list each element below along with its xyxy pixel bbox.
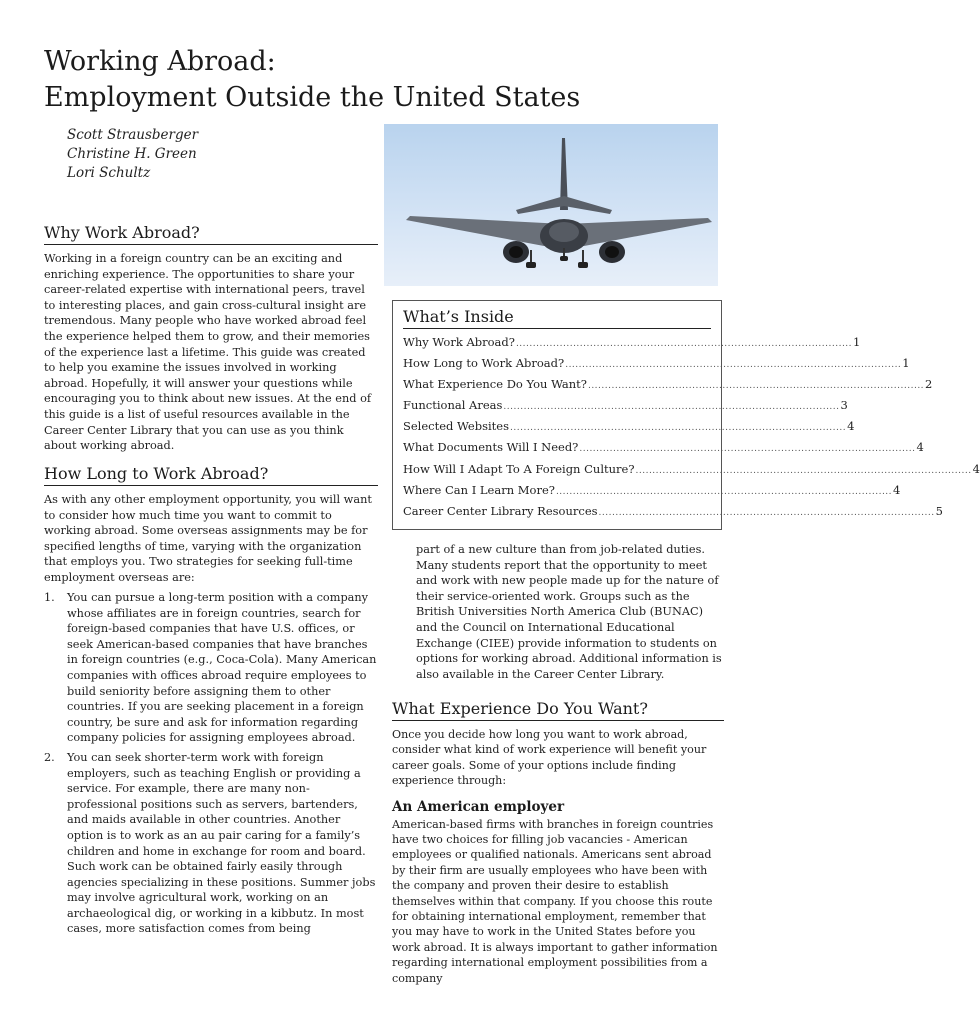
toc-entry[interactable] <box>403 503 943 525</box>
toc-label: How Long to Work Abroad? <box>403 356 565 371</box>
toc-label: Functional Areas <box>403 398 503 413</box>
toc-entry[interactable] <box>403 356 910 377</box>
toc-entry[interactable] <box>403 419 855 440</box>
list-text: You can pursue a long-term position with a company whose affiliates are in foreign countries, search for foreign-based companies that have U.S. offices, or seek American-based companies that have branches in foreign countries (e.g., Coca-Cola). Many American companies with offices abroad require employees to build seniority before assigning them to other countries. If you are seeking placement in a foreign country, be sure and ask for information regarding company policies for assigning employees abroad. <box>67 591 377 745</box>
list-number: 2. <box>44 750 55 764</box>
toc-label: How Will I Adapt To A Foreign Culture? <box>403 461 635 476</box>
page-title <box>44 44 580 116</box>
section-body: Working in a foreign country can be an exciting and enriching experience. The opportunities to share your career-related expertise with international peers, travel to interesting places, and gain cross-cultural insight are tremendous. Many people who have worked abroad feel the experience helped them to grow, and their memories of the experience last a lifetime. This guide was created to help you examine the issues involved in working abroad. Hopefully, it will answer your questions while encouraging you to think about new issues. At the end of this guide is a list of useful resources available in the Career Center Library that you can use as you think about working abroad. <box>44 252 372 453</box>
toc-entry[interactable] <box>403 461 980 483</box>
subsection-heading: An American employer <box>392 798 565 815</box>
toc-leader: .................................................................................................... <box>555 486 893 497</box>
toc-entry[interactable] <box>403 440 924 461</box>
section-body: Once you decide how long you want to work abroad, consider what kind of work experience will benefit your career goals. Some of your options include finding experience through: <box>392 728 707 788</box>
toc-entry[interactable] <box>403 335 861 356</box>
list-text: You can seek shorter-term work with foreign employers, such as teaching English or providing a service. For example, there are many non-professional positions such as servers, bartenders, and maids available in other countries. Another option is to work as an au pair caring for a family’s children and home in exchange for room and board. Such work can be obtained fairly easily through agencies specializing in these positions. Summer jobs may involve agricultural work, working on an archaeological dig, or working in a kibbutz. In most cases, more satisfaction comes from being <box>67 750 376 936</box>
toc-label: Where Can I Learn More? <box>403 482 555 497</box>
toc-label: Selected Websites <box>403 419 510 434</box>
continuation-text <box>416 542 722 682</box>
toc-heading: What’s Inside <box>403 307 711 329</box>
toc-page: 4 <box>847 419 855 434</box>
section-body: part of a new culture than from job-related duties. Many students report that the opportunity to meet and work with new people made up for the nature of their service-oriented work. Groups such as the British Universities North America Club (BUNAC) and the Council on International Educational Exchange (CIEE) provide information to students on options for working abroad. Additional information is also available in the Career Center Library. <box>416 543 722 681</box>
toc-leader: .................................................................................................... <box>579 444 916 455</box>
toc-leader: .................................................................................................... <box>635 465 972 476</box>
section-heading: How Long to Work Abroad? <box>44 463 378 486</box>
section-experience <box>392 698 724 986</box>
toc-leader: .................................................................................................... <box>510 423 847 434</box>
author-name: Christine H. Green <box>67 146 197 162</box>
list-item <box>44 590 378 746</box>
toc-page: 4 <box>972 461 980 476</box>
section-why-work-abroad <box>44 222 378 454</box>
table-of-contents <box>392 300 980 530</box>
author-name: Lori Schultz <box>67 165 151 181</box>
list-number: 1. <box>44 591 55 604</box>
list-item <box>44 750 378 937</box>
title-line-1: Working Abroad: <box>44 46 276 77</box>
toc-leader: .................................................................................................... <box>587 381 925 392</box>
section-body: As with any other employment opportunity, you will want to consider how much time you want to commit to working abroad. Some overseas assignments may be for specified lengths of time, varying with the organization that employs you. Two strategies for seeking full-time employment overseas are: <box>44 493 372 584</box>
toc-label: Career Center Library Resources <box>403 503 598 518</box>
author-list <box>67 126 198 183</box>
toc-page: 3 <box>840 398 848 413</box>
title-line-2: Employment Outside the United States <box>44 82 581 113</box>
toc-leader: .................................................................................................... <box>515 339 853 349</box>
toc-leader: .................................................................................................... <box>503 402 840 413</box>
toc-page: 1 <box>902 356 910 371</box>
strategy-list <box>44 590 378 941</box>
toc-entry[interactable] <box>403 482 901 504</box>
toc-page: 2 <box>925 377 933 392</box>
toc-page: 1 <box>853 335 861 349</box>
toc-label: What Documents Will I Need? <box>403 440 579 455</box>
airplane-photo <box>384 124 718 286</box>
subsection-body: American-based firms with branches in foreign countries have two choices for filling job vacancies - American employees or qualified nationals. Americans sent abroad by their firm are usually employees who have been with the company and proven their desire to establish themselves within that company. If you choose this route for obtaining international employment, remember that you may have to work in the United States before you work abroad. It is always important to gather information regarding international employment possibilities from a company <box>392 817 718 985</box>
toc-page: 5 <box>935 503 943 518</box>
airplane-icon <box>384 124 718 286</box>
author-name: Scott Strausberger <box>67 127 199 143</box>
toc-leader: .................................................................................................... <box>598 507 935 518</box>
toc-page: 4 <box>916 440 924 455</box>
toc-page: 4 <box>893 482 901 497</box>
toc-entry[interactable] <box>403 377 933 398</box>
section-heading: What Experience Do You Want? <box>392 698 724 721</box>
toc-entry[interactable] <box>403 398 848 419</box>
section-how-long <box>44 463 378 586</box>
toc-leader: .................................................................................................... <box>565 360 902 371</box>
section-heading: Why Work Abroad? <box>44 222 378 245</box>
toc-label: Why Work Abroad? <box>403 335 515 349</box>
toc-label: What Experience Do You Want? <box>403 377 587 392</box>
